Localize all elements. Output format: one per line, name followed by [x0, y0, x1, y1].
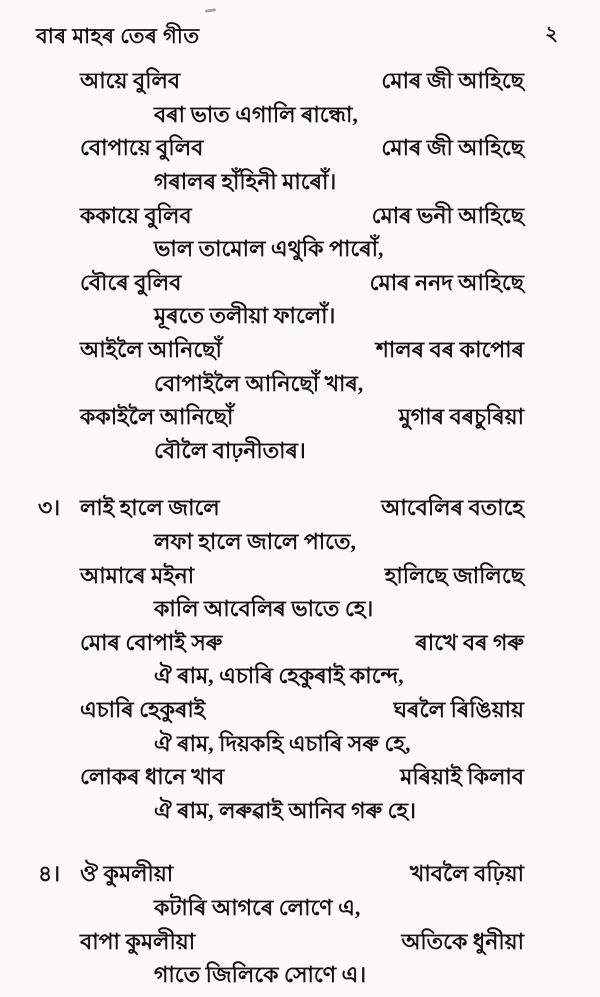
verse-line: [38, 493, 524, 527]
verse-indent: মূৰতে তলীয়া ফালোঁ।: [154, 303, 336, 329]
verse-line: [80, 628, 524, 662]
verse-line: [80, 66, 524, 100]
verse-line: [80, 560, 524, 594]
verse-right: মৰিয়াই কিলাব: [400, 764, 524, 790]
verse-indent: ঐ ৰাম, দিয়কহি এচাৰি সৰু হে,: [154, 730, 411, 756]
verse-indent: কটাৰি আগৰে লোণে এ,: [154, 894, 361, 920]
verse-left: ঔ কুমলীয়া: [80, 861, 174, 887]
song-continued: [80, 66, 524, 469]
verse-right: মোৰ ননদ আহিছে: [369, 269, 524, 295]
verse-right: শালৰ বৰ কাপোৰ: [375, 337, 524, 363]
verse-line: [80, 402, 524, 436]
verse-right: ঘৰলৈ ৰিঙিয়ায়: [393, 696, 524, 722]
verse-line: [80, 133, 524, 167]
verse-indent: গাতে জিলিকে সোণে এ।: [154, 962, 367, 988]
verse-right: হালিছে জালিছে: [384, 562, 524, 588]
verse-indent: বোপাইলৈ আনিছোঁ খাৰ,: [154, 370, 364, 396]
verse-left: লোকৰ ধানে খাব: [80, 764, 225, 790]
verse-indent: বৌলৈ বাঢ়নীতাৰ।: [154, 437, 306, 463]
verse-left: আমাৰে মইনা: [80, 562, 195, 588]
verse-line: [80, 200, 524, 234]
verse-line: [80, 335, 524, 369]
verse-left: বৌৰে বুলিব: [80, 269, 182, 295]
verse-left: ককাইলৈ আনিছোঁ: [80, 404, 234, 430]
verse-right: আবেলিৰ বতাহে: [381, 495, 524, 521]
page-number: ২: [544, 23, 558, 45]
song-number: ৩।: [38, 495, 61, 521]
verse-left: এচাৰি হেকুৰাই: [80, 696, 206, 722]
verse-line: [80, 695, 524, 729]
verse-left: মোৰ বোপাই সৰু: [80, 629, 223, 655]
song-4: [38, 859, 524, 993]
verse-right: মোৰ ভনী আহিছে: [371, 202, 524, 228]
song-number: ৪।: [38, 861, 61, 887]
verse-right: খাবলৈ বঢ়িয়া: [409, 861, 524, 887]
verse-right: মোৰ জী আহিছে: [381, 68, 524, 94]
scan-artifact-mark: [205, 8, 216, 13]
running-head: বাৰ মাহৰ তেৰ গীত: [36, 24, 200, 48]
verse-indent: গৰালৰ হাঁহিনী মাৰোঁ।: [154, 169, 337, 195]
verse-indent: ভাল তামোল এথুকি পাৰোঁ,: [154, 236, 384, 262]
verse-indent: ঐ ৰাম, লৰুৱাই আনিব গৰু হে।: [154, 797, 416, 823]
verse-indent: লফা হালে জালে পাতে,: [154, 529, 356, 555]
verse-line: [80, 268, 524, 302]
verse-left: বাপা কুমলীয়া: [80, 928, 196, 954]
verse-right: ৰাখে বৰ গৰু: [415, 629, 524, 655]
verse-left: আইলৈ আনিছোঁ: [80, 337, 222, 363]
verse-line: [38, 859, 524, 893]
verse-left: লাই হালে জালে: [80, 495, 220, 521]
song-3: [38, 493, 524, 829]
verse-line: [80, 762, 524, 796]
verse-indent: কালি আবেলিৰ ভাতে হে।: [154, 596, 374, 622]
verse-indent: ঐ ৰাম, এচাৰি হেকুৰাই কান্দে,: [154, 663, 404, 689]
verse-right: মুগাৰ বৰচুৰিয়া: [398, 404, 524, 430]
verse-content: [38, 66, 524, 993]
verse-right: মোৰ জী আহিছে: [381, 135, 524, 161]
verse-right: অতিকে ধুনীয়া: [401, 928, 524, 954]
verse-indent: বৰা ভাত এগালি ৰান্ধো,: [154, 101, 358, 127]
verse-left: ককায়ে বুলিব: [80, 202, 192, 228]
verse-left: বোপায়ে বুলিব: [80, 135, 204, 161]
verse-line: [80, 926, 524, 960]
verse-left: আয়ে বুলিব: [80, 68, 181, 94]
